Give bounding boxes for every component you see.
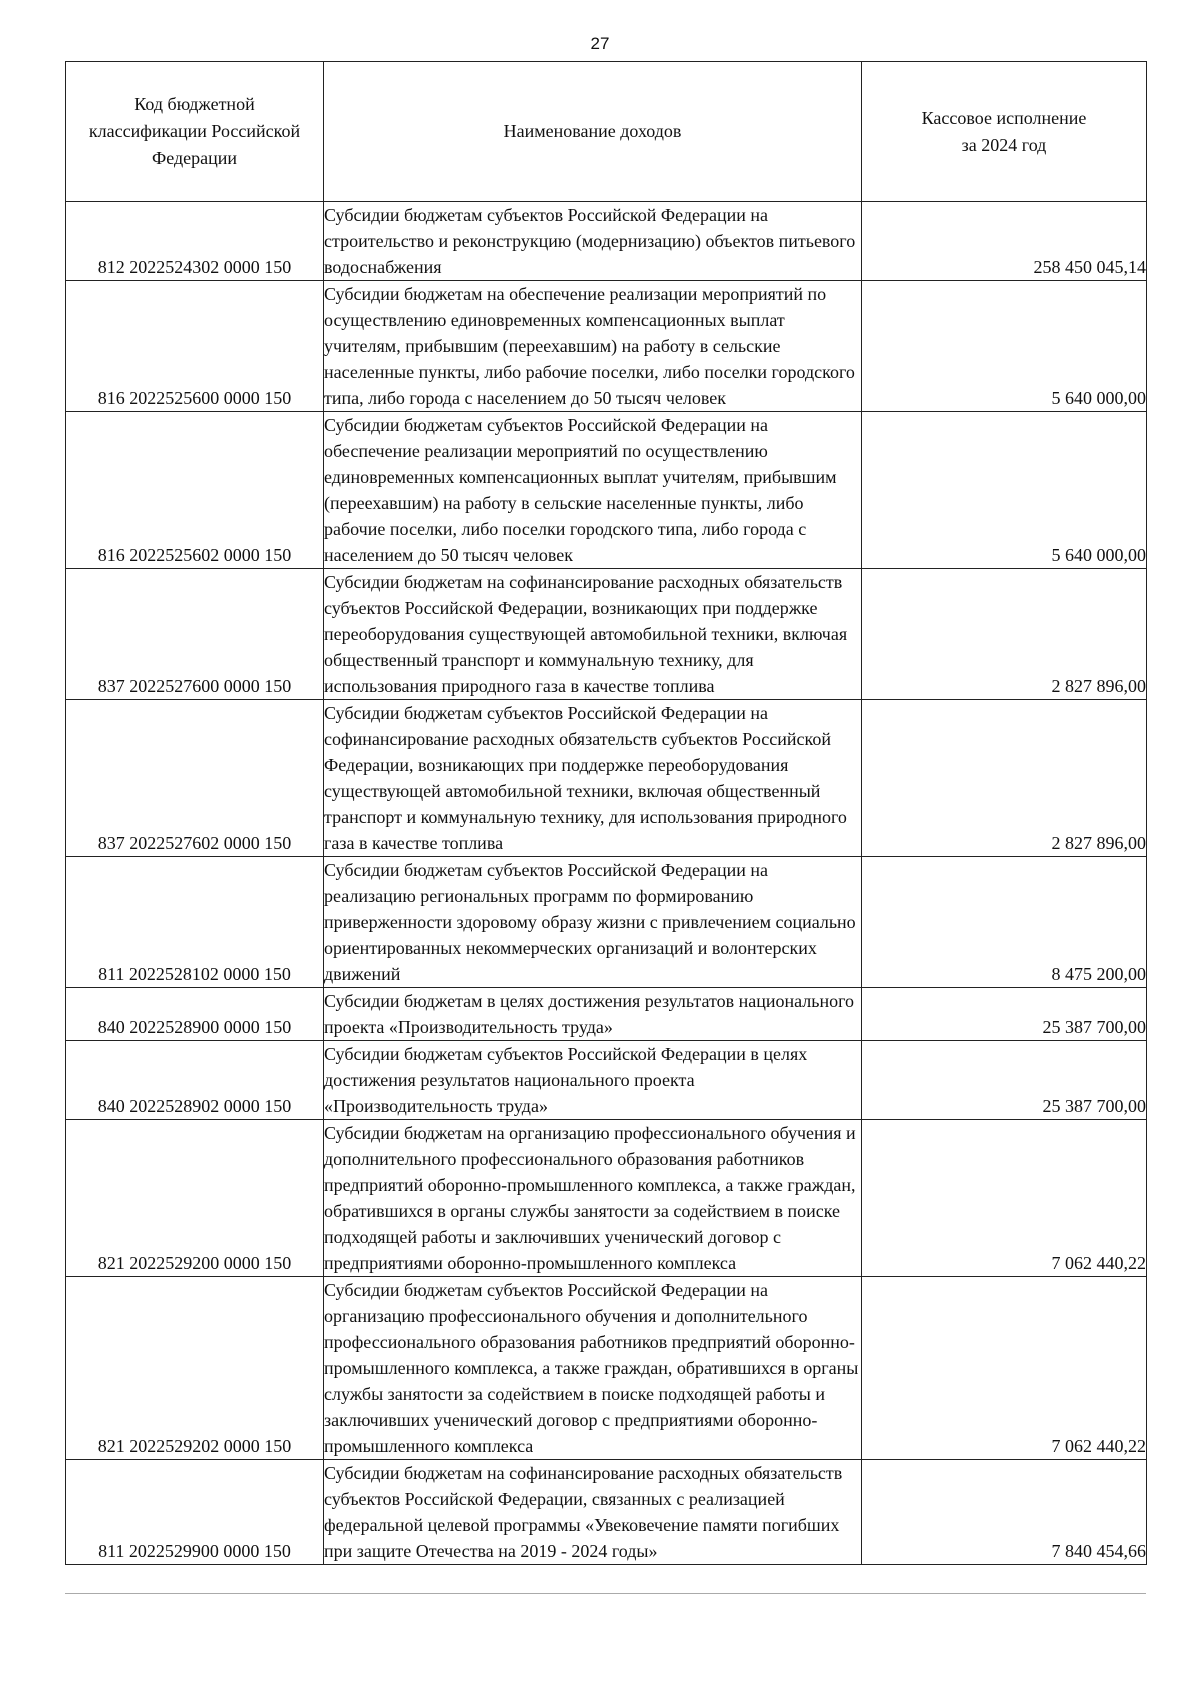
row-code: 816 2022525600 0000 150 bbox=[66, 281, 324, 412]
header-name: Наименование доходов bbox=[324, 62, 862, 202]
row-name: Субсидии бюджетам субъектов Российской Федерации на обеспечение реализации мероприятий по осуществлению единовременных компенсационных выплат учителям, прибывшим (переехавшим) на работу в сельские населенные пункты, либо рабочие поселки, либо поселки городского типа, либо города с населением до 50 тысяч человек bbox=[324, 412, 862, 569]
table-row bbox=[66, 1460, 1147, 1565]
row-code: 816 2022525602 0000 150 bbox=[66, 412, 324, 569]
table-row bbox=[66, 1277, 1147, 1460]
row-name: Субсидии бюджетам на обеспечение реализации мероприятий по осуществлению единовременных компенсационных выплат учителям, прибывшим (переехавшим) на работу в сельские населенные пункты, либо рабочие поселки, либо поселки городского типа, либо города с населением до 50 тысяч человек bbox=[324, 281, 862, 412]
header-amount: Кассовое исполнение за 2024 год bbox=[862, 62, 1147, 202]
row-code: 821 2022529202 0000 150 bbox=[66, 1277, 324, 1460]
row-amount: 25 387 700,00 bbox=[862, 988, 1147, 1041]
revenue-table bbox=[65, 61, 1147, 1565]
row-amount: 5 640 000,00 bbox=[862, 281, 1147, 412]
page-number: 27 bbox=[590, 34, 610, 53]
bottom-rule bbox=[65, 1593, 1146, 1594]
table-row bbox=[66, 569, 1147, 700]
table-header-row bbox=[66, 62, 1147, 202]
table-row bbox=[66, 857, 1147, 988]
row-code: 812 2022524302 0000 150 bbox=[66, 202, 324, 281]
row-code: 821 2022529200 0000 150 bbox=[66, 1120, 324, 1277]
table-row bbox=[66, 412, 1147, 569]
row-name: Субсидии бюджетам на софинансирование расходных обязательств субъектов Российской Федерации, возникающих при поддержке переоборудования существующей автомобильной техники, включая общественный транспорт и коммунальную технику, для использования природного газа в качестве топлива bbox=[324, 569, 862, 700]
header-code: Код бюджетной классификации Российской Федерации bbox=[66, 62, 324, 202]
row-amount: 258 450 045,14 bbox=[862, 202, 1147, 281]
row-code: 837 2022527600 0000 150 bbox=[66, 569, 324, 700]
row-name: Субсидии бюджетам субъектов Российской Федерации на организацию профессионального обучения и дополнительного профессионального образования работников предприятий оборонно-промышленного комплекса, а также граждан, обратившихся в органы службы занятости за содействием в поиске подходящей работы и заключивших ученический договор с предприятиями оборонно-промышленного комплекса bbox=[324, 1277, 862, 1460]
table-row bbox=[66, 988, 1147, 1041]
row-name: Субсидии бюджетам на софинансирование расходных обязательств субъектов Российской Федерации, связанных с реализацией федеральной целевой программы «Увековечение памяти погибших при защите Отечества на 2019 - 2024 годы» bbox=[324, 1460, 862, 1565]
row-code: 811 2022528102 0000 150 bbox=[66, 857, 324, 988]
row-name: Субсидии бюджетам субъектов Российской Федерации на строительство и реконструкцию (модернизацию) объектов питьевого водоснабжения bbox=[324, 202, 862, 281]
table-row bbox=[66, 281, 1147, 412]
table-row bbox=[66, 1120, 1147, 1277]
table-row bbox=[66, 1041, 1147, 1120]
row-name: Субсидии бюджетам субъектов Российской Федерации в целях достижения результатов национального проекта «Производительность труда» bbox=[324, 1041, 862, 1120]
row-amount: 7 840 454,66 bbox=[862, 1460, 1147, 1565]
row-name: Субсидии бюджетам субъектов Российской Федерации на реализацию региональных программ по формированию приверженности здоровому образу жизни с привлечением социально ориентированных некоммерческих организаций и волонтерских движений bbox=[324, 857, 862, 988]
row-name: Субсидии бюджетам на организацию профессионального обучения и дополнительного профессионального образования работников предприятий оборонно-промышленного комплекса, а также граждан, обратившихся в органы службы занятости за содействием в поиске подходящей работы и заключивших ученический договор с предприятиями оборонно-промышленного комплекса bbox=[324, 1120, 862, 1277]
row-amount: 2 827 896,00 bbox=[862, 700, 1147, 857]
row-code: 840 2022528902 0000 150 bbox=[66, 1041, 324, 1120]
row-amount: 7 062 440,22 bbox=[862, 1120, 1147, 1277]
row-amount: 8 475 200,00 bbox=[862, 857, 1147, 988]
row-amount: 25 387 700,00 bbox=[862, 1041, 1147, 1120]
row-code: 837 2022527602 0000 150 bbox=[66, 700, 324, 857]
row-amount: 5 640 000,00 bbox=[862, 412, 1147, 569]
row-amount: 7 062 440,22 bbox=[862, 1277, 1147, 1460]
row-code: 840 2022528900 0000 150 bbox=[66, 988, 324, 1041]
row-code: 811 2022529900 0000 150 bbox=[66, 1460, 324, 1565]
table-row bbox=[66, 202, 1147, 281]
row-amount: 2 827 896,00 bbox=[862, 569, 1147, 700]
row-name: Субсидии бюджетам субъектов Российской Федерации на софинансирование расходных обязательств субъектов Российской Федерации, возникающих при поддержке переоборудования существующей автомобильной техники, включая общественный транспорт и коммунальную технику, для использования природного газа в качестве топлива bbox=[324, 700, 862, 857]
table-row bbox=[66, 700, 1147, 857]
row-name: Субсидии бюджетам в целях достижения результатов национального проекта «Производительность труда» bbox=[324, 988, 862, 1041]
